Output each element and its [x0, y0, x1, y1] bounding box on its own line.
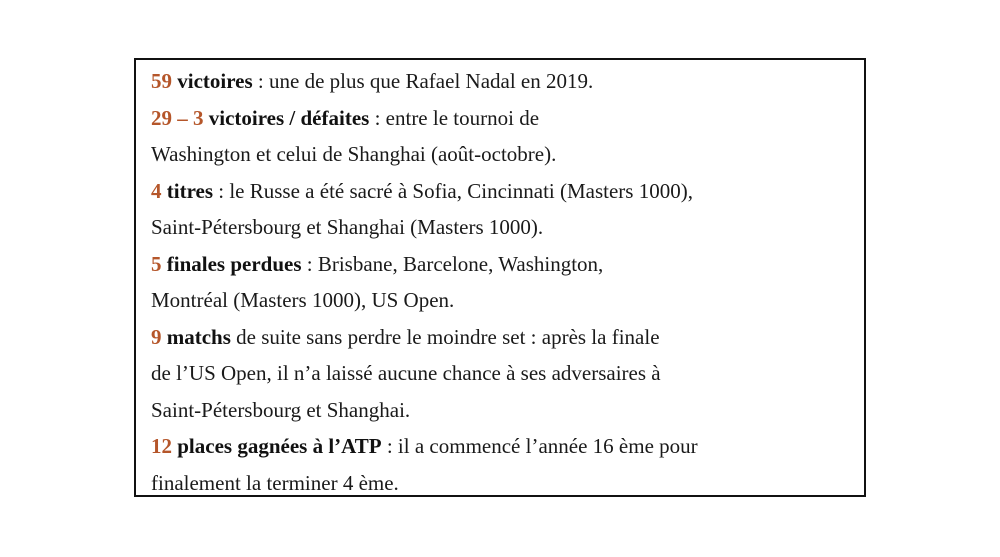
text-line — [151, 209, 854, 246]
stat-keyword: victoires — [177, 69, 253, 93]
stat-number: 5 — [151, 251, 162, 276]
stat-keyword: titres — [166, 178, 214, 203]
text-segment: Saint-Pétersbourg et Shanghai. — [151, 397, 411, 422]
text-segment: Washington et celui de Shanghai (août-octobre). — [151, 142, 557, 166]
text-line — [151, 428, 854, 465]
text-segment: de l’US Open, il n’a laissé aucune chance à ses adversaires à — [151, 361, 661, 385]
text-segment: : Brisbane, Barcelone, Washington, — [301, 251, 604, 276]
stat-keyword: victoires / défaites — [208, 105, 370, 130]
text-line — [151, 136, 854, 173]
stat-number: 59 — [151, 69, 172, 93]
stat-keyword: places gagnées à l’ATP — [177, 434, 382, 458]
text-line — [151, 173, 854, 210]
text-line — [151, 246, 854, 283]
stat-number: 4 — [151, 178, 162, 203]
stats-text — [151, 63, 854, 501]
stat-number: 12 — [151, 434, 172, 458]
stat-number: 9 — [151, 324, 162, 349]
text-segment: : entre le tournoi de — [369, 105, 540, 130]
text-segment: de suite sans perdre le moindre set : après la finale — [230, 324, 660, 349]
text-line — [151, 465, 854, 502]
text-segment: : il a commencé l’année 16 ème pour — [381, 434, 698, 458]
text-segment: Saint-Pétersbourg et Shanghai (Masters 1000). — [151, 215, 544, 239]
text-segment: Montréal (Masters 1000), US Open. — [151, 288, 455, 312]
text-segment: finalement la terminer 4 ème. — [151, 470, 399, 495]
text-line — [151, 392, 854, 429]
text-segment: : le Russe a été sacré à Sofia, Cincinnati (Masters 1000), — [213, 178, 693, 203]
text-segment: : une de plus que Rafael Nadal en 2019. — [252, 69, 594, 93]
text-line — [151, 100, 854, 137]
text-line — [151, 63, 854, 100]
stat-number: 29 – 3 — [151, 105, 204, 130]
stats-box — [134, 58, 866, 497]
text-line — [151, 282, 854, 319]
text-line — [151, 355, 854, 392]
stat-keyword: matchs — [166, 324, 231, 349]
text-line — [151, 319, 854, 356]
stat-keyword: finales perdues — [166, 251, 302, 276]
